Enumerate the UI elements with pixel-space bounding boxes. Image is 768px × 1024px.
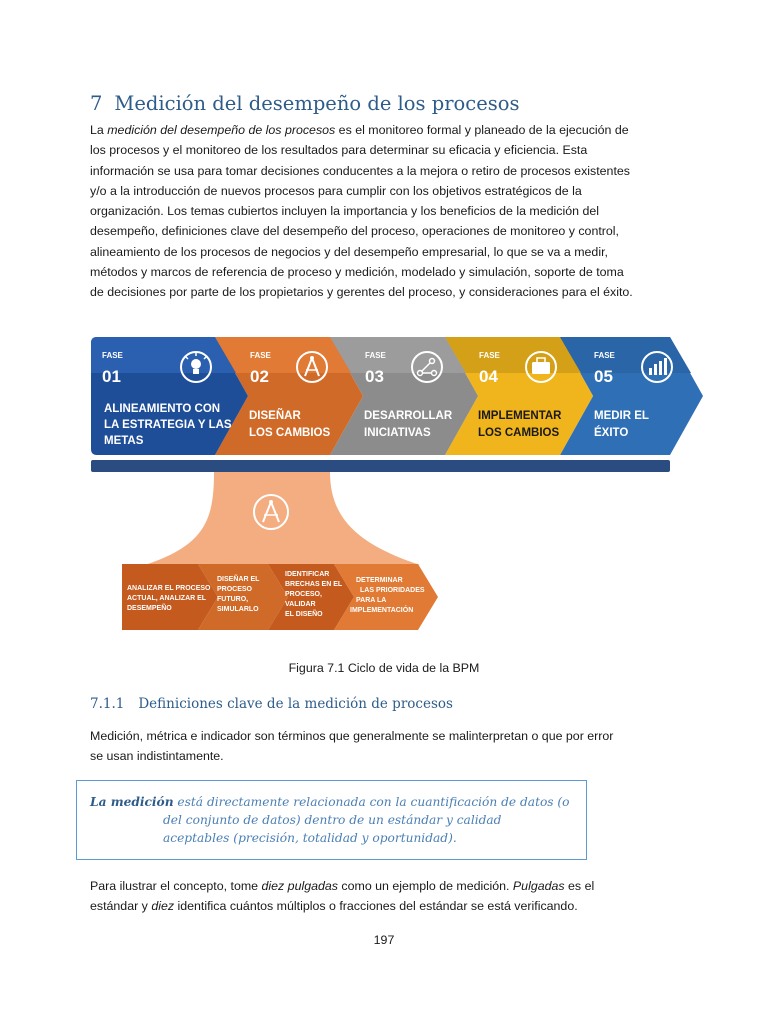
section-line: se usan indistintamente. [90, 749, 224, 764]
phase-label-3: DESARROLLAR INICIATIVAS [364, 410, 453, 439]
intro-line: La medición del desempeño de los procesos es el monitoreo formal y planeado de la ejecución de [90, 123, 629, 137]
chapter-number: 7 [90, 92, 103, 115]
phase-number: 02 [250, 367, 269, 386]
intro-line: organización. Los temas cubiertos incluyen la importancia y los beneficios de la medición del [90, 204, 599, 219]
phase-top-band [445, 337, 581, 373]
phase-number: 04 [479, 367, 498, 386]
sub-step-label-1: ANALIZAR EL PROCESO ACTUAL, ANALIZAR EL DESEMPEÑO [127, 585, 211, 612]
section-paragraph [90, 726, 650, 767]
intro-emphasis: medición del desempeño de los procesos [107, 123, 336, 137]
phase-word: FASE [479, 351, 500, 360]
phase-label-1: ALINEAMIENTO CON LA ESTRATEGIA Y LAS METAS [104, 403, 232, 447]
phase-word: FASE [102, 351, 123, 360]
phase-number: 03 [365, 367, 384, 386]
intro-line: de decisiones por parte de los propietarios y gerentes del proceso, y consideraciones para el éxito. [90, 285, 633, 300]
section-line: Medición, métrica e indicador son términos que generalmente se malinterpretan o que por error [90, 729, 614, 743]
phase-word: FASE [594, 351, 615, 360]
phase-top-band [215, 337, 351, 373]
example-paragraph [90, 876, 650, 917]
phase-number: 05 [594, 367, 613, 386]
definition-line: La medición está directamente relacionada con la cuantificación de datos (o [90, 795, 570, 809]
sub-step-label-3: IDENTIFICAR BRECHAS EN EL PROCESO, VALIDAR EL DISEÑO [285, 571, 343, 618]
base-bar [91, 460, 670, 472]
example-line: estándar y diez identifica cuántos múltiplos o fracciones del estándar se está verificando. [90, 899, 578, 914]
figure-caption: Figura 7.1 Ciclo de vida de la BPM [288, 661, 480, 675]
funnel-shape [145, 472, 420, 565]
page-number: 197 [373, 933, 395, 947]
phase-label-5: MEDIR EL ÉXITO [594, 410, 649, 439]
phase-top-band [330, 337, 466, 373]
phase-word: FASE [365, 351, 386, 360]
section-number: 7.1.1 [90, 696, 125, 712]
phase-label-4: IMPLEMENTAR LOS CAMBIOS [478, 410, 562, 439]
section-heading [90, 696, 453, 712]
definition-box [76, 780, 587, 860]
intro-line: alineamiento de los procesos de negocios y del desempeño empresarial, lo que se va a medir, [90, 244, 608, 259]
section-title: Definiciones clave de la medición de procesos [138, 696, 453, 712]
intro-line: y/o a la introducción de nuevos procesos para cumplir con los objetivos estratégicos de la [90, 183, 582, 198]
phase-number: 01 [102, 367, 121, 386]
intro-line: información se usa para tomar decisiones conducentes a la mejora o retiro de procesos existentes [90, 163, 630, 178]
definition-line: aceptables (precisión, totalidad y oportunidad). [163, 831, 457, 845]
phase-word: FASE [250, 351, 271, 360]
sub-step-label-4: DETERMINAR LAS PRIORIDADES PARA LA IMPLEMENTACIÓN [350, 577, 425, 614]
definition-line: del conjunto de datos) dentro de un estándar y calidad [163, 813, 502, 827]
chapter-title: Medición del desempeño de los procesos [114, 92, 520, 115]
sub-step-label-2: DISEÑAR EL PROCESO FUTURO, SIMULARLO [217, 576, 260, 613]
definition-term: La medición [90, 795, 174, 809]
intro-line: los procesos y el monitoreo de los resultados para determinar su eficacia y eficiencia. Esta [90, 143, 588, 158]
intro-line: desempeño, definiciones clave del desempeño del proceso, operaciones de monitoreo y control, [90, 224, 619, 239]
phase-label-2: DISEÑAR LOS CAMBIOS [249, 410, 331, 439]
example-line: Para ilustrar el concepto, tome diez pulgadas como un ejemplo de medición. Pulgadas es el [90, 879, 595, 893]
intro-line: métodos y marcos de referencia de proceso y medición, modelado y simulación, soporte de toma [90, 265, 624, 280]
